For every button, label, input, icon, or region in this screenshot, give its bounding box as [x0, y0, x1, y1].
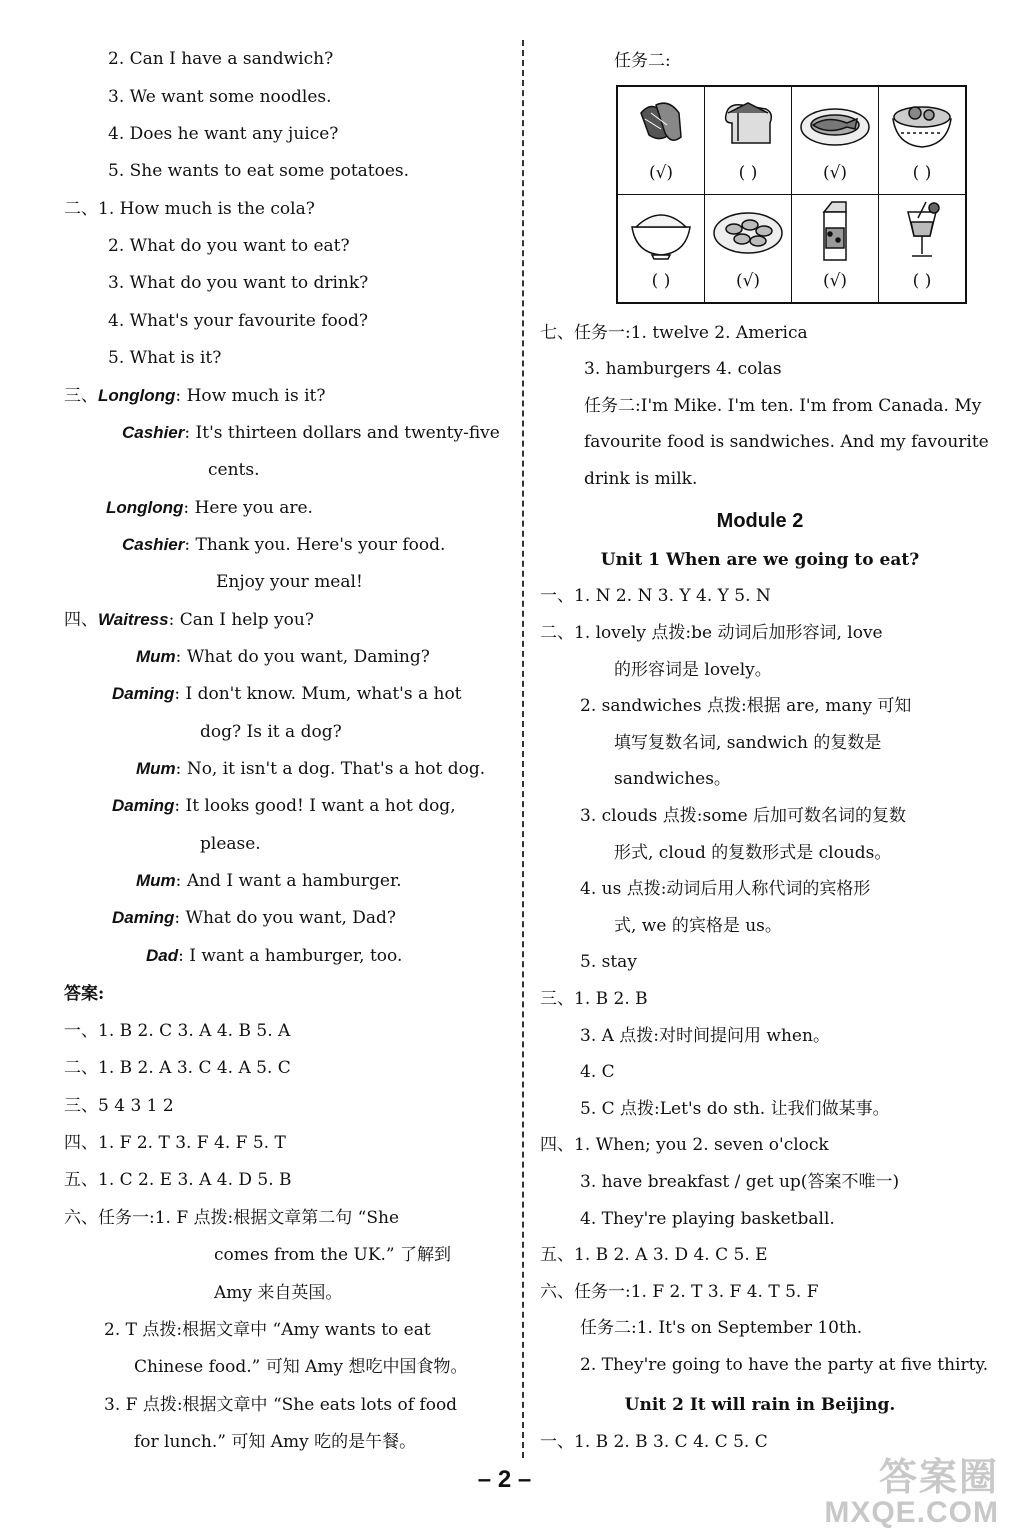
- dialogue-text: I want a hamburger, too.: [189, 946, 403, 966]
- answer-line: 四、1. When; you 2. seven o'clock: [540, 1135, 829, 1155]
- speaker-name: Daming: [112, 908, 175, 927]
- dialogue-line: 三、Longlong: How much is it?: [64, 386, 326, 406]
- fish-dish-icon: [792, 87, 878, 159]
- speaker-name: Longlong: [106, 498, 184, 517]
- speaker-name: Cashier: [122, 535, 185, 554]
- answer-line: 任务二:1. It's on September 10th.: [580, 1318, 863, 1338]
- grid-cell: [705, 195, 792, 304]
- speaker-name: Daming: [112, 796, 175, 815]
- dialogue-text: I don't know. Mum, what's a hot: [185, 684, 462, 704]
- answer-line: 2. They're going to have the party at five thirty.: [580, 1355, 989, 1375]
- answer-line: 六、任务一:1. F 点拨:根据文章第二句 “She: [64, 1208, 400, 1228]
- answer-line: Amy 来自英国。: [214, 1283, 343, 1303]
- unit-heading: Unit 1 When are we going to eat?: [600, 550, 920, 570]
- answer-line: 三、1. B 2. B: [540, 989, 648, 1009]
- dumplings-plate-icon: [705, 195, 791, 267]
- answer-line: 填写复数名词, sandwich 的复数是: [614, 733, 882, 753]
- grid-mark: ( ): [912, 271, 932, 291]
- answer-line: 4. C: [580, 1062, 615, 1082]
- dialogue-text: No, it isn't a dog. That's a hot dog.: [186, 759, 486, 779]
- answer-line: sandwiches。: [614, 769, 731, 789]
- text-line: 4. What's your favourite food?: [108, 311, 368, 331]
- rice-bowl-icon: [618, 195, 704, 267]
- dialogue-line: Enjoy your meal!: [216, 572, 363, 592]
- speaker-name: Longlong: [98, 386, 176, 405]
- answer-line: 五、1. B 2. A 3. D 4. C 5. E: [540, 1245, 768, 1265]
- answer-line: 5. C 点拨:Let's do sth. 让我们做某事。: [580, 1099, 890, 1119]
- grid-row: [617, 195, 966, 304]
- dialogue-text: And I want a hamburger.: [186, 871, 402, 891]
- answer-line: 2. T 点拨:根据文章中 “Amy wants to eat: [104, 1320, 431, 1340]
- text-line: 3. We want some noodles.: [108, 87, 332, 107]
- answer-line: 一、1. N 2. N 3. Y 4. Y 5. N: [540, 586, 771, 606]
- answer-line: 七、任务一:1. twelve 2. America: [540, 323, 808, 343]
- watermark-url: MXQE.COM: [824, 1496, 999, 1529]
- column-divider: [522, 40, 524, 1458]
- answer-line: 3. A 点拨:对时间提问用 when。: [580, 1026, 830, 1046]
- dialogue-text: How much is it?: [186, 386, 326, 406]
- dialogue-line: Mum: And I want a hamburger.: [136, 871, 402, 891]
- answer-line: 三、5 4 3 1 2: [64, 1096, 174, 1116]
- watermark-title: 答案圈: [878, 1457, 999, 1499]
- answer-line: 二、1. lovely 点拨:be 动词后加形容词, love: [540, 623, 883, 643]
- answer-line: Chinese food.” 可知 Amy 想吃中国食物。: [134, 1357, 468, 1377]
- answer-line: 一、1. B 2. C 3. A 4. B 5. A: [64, 1021, 291, 1041]
- answer-line: 式, we 的宾格是 us。: [614, 916, 782, 936]
- grid-mark: ( ): [651, 271, 671, 291]
- speaker-name: Mum: [136, 759, 176, 778]
- dialogue-line: Daming: What do you want, Dad?: [112, 908, 397, 928]
- dialogue-line: Mum: No, it isn't a dog. That's a hot dog.: [136, 759, 486, 779]
- answer-line: comes from the UK.” 了解到: [214, 1245, 452, 1265]
- dialogue-text: Thank you. Here's your food.: [195, 535, 446, 555]
- bread-icon: [705, 87, 791, 159]
- text-line: 2. Can I have a sandwich?: [108, 49, 334, 69]
- meat-icon: [618, 87, 704, 159]
- dialogue-line: Cashier: It's thirteen dollars and twenty-five: [122, 423, 500, 443]
- answer-line: 五、1. C 2. E 3. A 4. D 5. B: [64, 1170, 292, 1190]
- dialogue-line: Mum: What do you want, Daming?: [136, 647, 430, 667]
- text-line: 5. What is it?: [108, 348, 222, 368]
- answer-line: 形式, cloud 的复数形式是 clouds。: [614, 843, 892, 863]
- dialogue-text: It looks good! I want a hot dog,: [185, 796, 456, 816]
- text-line: 3. What do you want to drink?: [108, 273, 369, 293]
- section-number: 三、: [64, 386, 98, 406]
- grid-mark: (√): [822, 163, 848, 183]
- noodle-bowl-icon: [879, 87, 965, 159]
- answer-line: 4. They're playing basketball.: [580, 1209, 835, 1229]
- answer-line: 5. stay: [580, 952, 637, 972]
- speaker-name: Cashier: [122, 423, 185, 442]
- dialogue-line: Longlong: Here you are.: [106, 498, 313, 518]
- module-heading: Module 2: [716, 510, 804, 532]
- juice-glass-icon: [879, 195, 965, 267]
- grid-cell: [617, 195, 705, 304]
- answer-line: 3. hamburgers 4. colas: [584, 359, 782, 379]
- task2-title: 任务二:: [614, 51, 671, 71]
- answers-heading: 答案:: [64, 984, 105, 1004]
- speaker-name: Mum: [136, 647, 176, 666]
- food-picture-grid: [616, 85, 967, 304]
- dialogue-text: What do you want, Daming?: [186, 647, 430, 667]
- answer-line: 3. F 点拨:根据文章中 “She eats lots of food: [104, 1395, 458, 1415]
- section-number: 四、: [64, 610, 98, 630]
- answer-line: 六、任务一:1. F 2. T 3. F 4. T 5. F: [540, 1282, 819, 1302]
- dialogue-line: Dad: I want a hamburger, too.: [146, 946, 403, 966]
- answer-line: 的形容词是 lovely。: [614, 660, 772, 680]
- grid-mark: ( ): [738, 163, 758, 183]
- answer-line: for lunch.” 可知 Amy 吃的是午餐。: [134, 1432, 417, 1452]
- dialogue-line: please.: [200, 834, 261, 854]
- grid-cell: [879, 86, 967, 195]
- grid-mark: (√): [735, 271, 761, 291]
- answer-line: 四、1. F 2. T 3. F 4. F 5. T: [64, 1133, 286, 1153]
- grid-cell: [879, 195, 967, 304]
- milk-carton-icon: [792, 195, 878, 267]
- answer-line: favourite food is sandwiches. And my favourite: [584, 432, 989, 452]
- grid-cell: [617, 86, 705, 195]
- text-line: 二、1. How much is the cola?: [64, 199, 315, 219]
- grid-row: [617, 86, 966, 195]
- answer-line: 4. us 点拨:动词后用人称代词的宾格形: [580, 879, 871, 899]
- answer-line: 一、1. B 2. B 3. C 4. C 5. C: [540, 1432, 768, 1452]
- grid-cell: [705, 86, 792, 195]
- dialogue-line: Cashier: Thank you. Here's your food.: [122, 535, 446, 555]
- text-line: 2. What do you want to eat?: [108, 236, 350, 256]
- grid-mark: (√): [648, 163, 674, 183]
- text-line: 5. She wants to eat some potatoes.: [108, 161, 410, 181]
- dialogue-line: 四、Waitress: Can I help you?: [64, 610, 314, 630]
- speaker-name: Daming: [112, 684, 175, 703]
- page-number: – 2 –: [477, 1466, 532, 1493]
- speaker-name: Waitress: [98, 610, 169, 629]
- watermark: [824, 1458, 999, 1528]
- text-line: 4. Does he want any juice?: [108, 124, 339, 144]
- grid-mark: (√): [822, 271, 848, 291]
- answer-line: 任务二:I'm Mike. I'm ten. I'm from Canada. My: [584, 396, 982, 416]
- dialogue-text: What do you want, Dad?: [185, 908, 397, 928]
- grid-cell: [792, 195, 879, 304]
- speaker-name: Dad: [146, 946, 179, 965]
- grid-mark: ( ): [912, 163, 932, 183]
- dialogue-text: Can I help you?: [179, 610, 314, 630]
- answer-line: 3. have breakfast / get up(答案不唯一): [580, 1172, 900, 1192]
- dialogue-text: Here you are.: [194, 498, 313, 518]
- unit-heading: Unit 2 It will rain in Beijing.: [624, 1395, 896, 1415]
- dialogue-line: Daming: It looks good! I want a hot dog,: [112, 796, 456, 816]
- grid-cell: [792, 86, 879, 195]
- answer-line: 2. sandwiches 点拨:根据 are, many 可知: [580, 696, 912, 716]
- speaker-name: Mum: [136, 871, 176, 890]
- dialogue-line: cents.: [208, 460, 260, 480]
- answer-line: 二、1. B 2. A 3. C 4. A 5. C: [64, 1058, 291, 1078]
- answer-line: drink is milk.: [584, 469, 698, 489]
- dialogue-line: dog? Is it a dog?: [200, 722, 342, 742]
- dialogue-text: It's thirteen dollars and twenty-five: [195, 423, 500, 443]
- answer-line: 3. clouds 点拨:some 后加可数名词的复数: [580, 806, 907, 826]
- dialogue-line: Daming: I don't know. Mum, what's a hot: [112, 684, 462, 704]
